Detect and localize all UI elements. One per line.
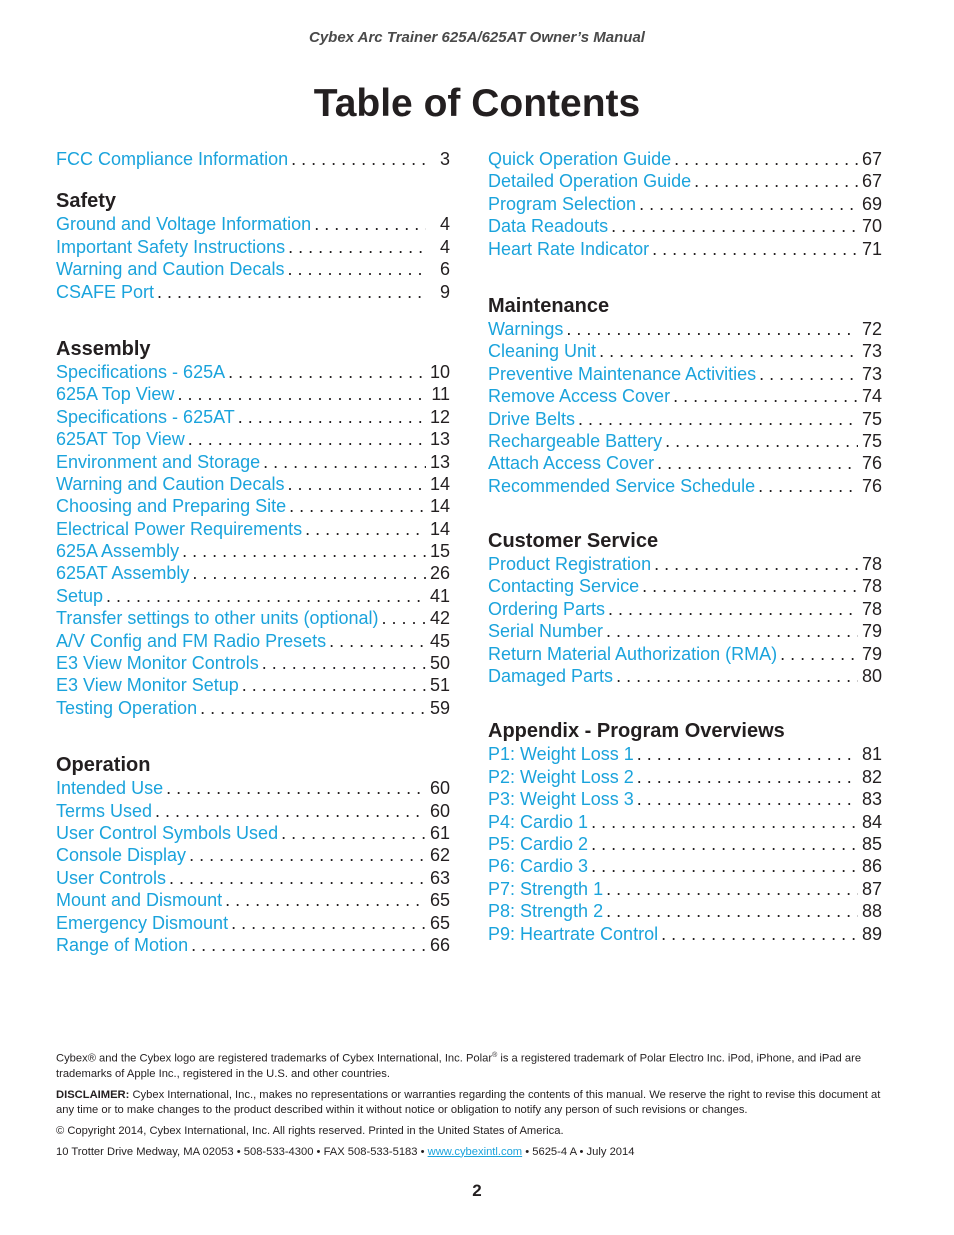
toc-entry-page: 15 (429, 541, 450, 562)
section-title-maintenance: Maintenance (488, 294, 610, 317)
toc-entry-page: 10 (429, 361, 450, 382)
toc-entry[interactable] (56, 630, 450, 652)
toc-entry[interactable] (488, 408, 882, 430)
toc-entry-page: 67 (861, 171, 882, 192)
dot-leader (616, 665, 858, 687)
toc-entry-page: 88 (861, 901, 882, 922)
toc-entry[interactable] (56, 473, 450, 495)
disclaimer (56, 1088, 892, 1118)
toc-entry-label[interactable]: Warning and Caution Decals (56, 473, 285, 494)
toc-entry-page: 6 (439, 259, 450, 280)
toc-entry-page: 45 (429, 630, 450, 651)
toc-entry[interactable] (56, 540, 450, 562)
toc-entry[interactable] (56, 451, 450, 473)
toc-entry-label[interactable]: P7: Strength 1 (488, 878, 604, 899)
section-title-safety: Safety (56, 190, 117, 213)
toc-entry-label[interactable]: Testing Operation (56, 697, 198, 718)
dot-leader (606, 620, 858, 642)
toc-entry-page: 81 (861, 744, 882, 765)
toc-entry-label[interactable]: 625A Assembly (56, 541, 180, 562)
toc-entry[interactable] (56, 777, 450, 799)
dot-leader (169, 867, 426, 889)
toc-entry-label[interactable]: Terms Used (56, 800, 153, 821)
toc-left-column (56, 148, 450, 956)
toc-entry-label[interactable]: Console Display (56, 845, 187, 866)
toc-entry-label[interactable]: Specifications - 625AT (56, 406, 235, 427)
toc-entry[interactable] (488, 340, 882, 362)
toc-entry[interactable] (488, 238, 882, 260)
dot-leader (291, 148, 426, 170)
toc-entry[interactable] (488, 811, 882, 833)
dot-leader (177, 383, 426, 405)
doc-info: • 5625-4 A • July 2014 (522, 1145, 635, 1158)
toc-entry-page: 62 (429, 845, 450, 866)
dot-leader (606, 878, 858, 900)
toc-entry-label[interactable]: Warning and Caution Decals (56, 259, 285, 280)
toc-entry-label[interactable]: P3: Weight Loss 3 (488, 789, 634, 810)
toc-entry-label[interactable]: E3 View Monitor Controls (56, 653, 259, 674)
toc-entry-label[interactable]: Attach Access Cover (488, 453, 655, 474)
toc-entry-label[interactable]: Transfer settings to other units (optional) (56, 608, 379, 629)
toc-entry-label[interactable]: Data Readouts (488, 216, 609, 237)
toc-entry-label[interactable]: P8: Strength 2 (488, 901, 604, 922)
toc-entry-page: 70 (861, 216, 882, 237)
toc-entry-page: 84 (861, 811, 882, 832)
toc-entry[interactable] (488, 452, 882, 474)
toc-entry-label[interactable]: Setup (56, 585, 104, 606)
toc-entry-page: 60 (429, 778, 450, 799)
toc-entry-page: 74 (861, 386, 882, 407)
section-title-assembly: Assembly (56, 337, 151, 360)
page-title: Table of Contents (313, 82, 641, 125)
toc-entry-label[interactable]: Remove Access Cover (488, 386, 671, 407)
toc-entry-page: 41 (429, 585, 450, 606)
section-assembly-list (56, 361, 450, 719)
toc-entry-label[interactable]: Serial Number (488, 621, 604, 642)
section-title-appendix: Appendix - Program Overviews (488, 720, 785, 743)
toc-entry[interactable] (56, 934, 450, 956)
section-appendix-list (488, 743, 882, 945)
toc-entry[interactable] (488, 788, 882, 810)
toc-entry-page: 75 (861, 430, 882, 451)
toc-entry-page: 63 (429, 867, 450, 888)
section-operation-list (56, 777, 450, 956)
toc-entry[interactable] (56, 912, 450, 934)
toc-entry-label[interactable]: E3 View Monitor Setup (56, 675, 239, 696)
toc-entry[interactable] (488, 620, 882, 642)
trademark-text-cont: is a registered trademark of Polar Electro Inc. iPod, iPhone, and iPad are trademarks of Apple Inc., registered in the U.S. and other countries. (56, 1052, 862, 1080)
toc-entry[interactable] (488, 430, 882, 452)
dot-leader (157, 281, 426, 303)
toc-entry-page: 72 (861, 318, 882, 339)
contact-line (56, 1145, 892, 1160)
dot-leader (281, 822, 426, 844)
dot-leader (288, 236, 426, 258)
toc-entry[interactable] (488, 385, 882, 407)
toc-entry[interactable] (488, 475, 882, 497)
toc-entry[interactable] (56, 236, 450, 258)
toc-entry[interactable] (488, 193, 882, 215)
toc-entry-page: 75 (861, 408, 882, 429)
registered-mark: ® (492, 1052, 498, 1059)
toc-entry[interactable] (488, 148, 882, 170)
toc-entry[interactable] (488, 363, 882, 385)
dot-leader (591, 811, 858, 833)
dot-leader (155, 800, 426, 822)
toc-entry-label[interactable]: Ground and Voltage Information (56, 214, 312, 235)
toc-entry-page: 87 (861, 878, 882, 899)
toc-entry-label[interactable]: P2: Weight Loss 2 (488, 766, 634, 787)
toc-right-column (488, 148, 882, 945)
dot-leader (608, 598, 858, 620)
toc-entry-label[interactable]: Emergency Dismount (56, 912, 229, 933)
dot-leader (166, 777, 426, 799)
dot-leader (287, 473, 426, 495)
toc-entry[interactable] (56, 674, 450, 696)
page-number: 2 (472, 1181, 482, 1200)
toc-entry-page: 26 (429, 563, 450, 584)
dot-leader (673, 385, 858, 407)
dot-leader (637, 788, 858, 810)
toc-entry-label[interactable]: Drive Belts (488, 408, 576, 429)
toc-entry-page: 80 (861, 666, 882, 687)
dot-leader (578, 408, 858, 430)
toc-entry-label[interactable]: Contacting Service (488, 576, 640, 597)
toc-entry[interactable] (56, 844, 450, 866)
dot-leader (591, 855, 858, 877)
toc-entry-label[interactable]: P1: Weight Loss 1 (488, 744, 634, 765)
dot-leader (225, 889, 426, 911)
toc-entry[interactable] (56, 889, 450, 911)
toc-entry-label[interactable]: User Controls (56, 867, 167, 888)
dot-leader (599, 340, 858, 362)
toc-entry-page: 86 (861, 856, 882, 877)
copyright-notice: © Copyright 2014, Cybex International, Inc. All rights reserved. Printed in the United States of America. (56, 1124, 564, 1137)
address-text: 10 Trotter Drive Medway, MA 02053 • 508-533-4300 • FAX 508-533-5183 • (56, 1145, 428, 1158)
section-safety-list (56, 213, 450, 303)
toc-entry-label[interactable]: Damaged Parts (488, 666, 614, 687)
dot-leader (606, 900, 858, 922)
toc-entry-page: 59 (429, 697, 450, 718)
toc-entry[interactable] (56, 383, 450, 405)
toc-entry-page: 71 (861, 238, 882, 259)
toc-entry-page: 14 (429, 518, 450, 539)
dot-leader (637, 766, 858, 788)
toc-entry-page: 51 (429, 675, 450, 696)
toc-entry[interactable] (488, 170, 882, 192)
toc-entry-page: 67 (861, 149, 882, 169)
toc-entry-page: 82 (861, 766, 882, 787)
toc-entry[interactable] (488, 665, 882, 687)
toc-entry[interactable] (488, 766, 882, 788)
dot-leader (674, 148, 858, 170)
dot-leader (263, 451, 426, 473)
toc-entry[interactable] (488, 215, 882, 237)
dot-leader (228, 361, 426, 383)
dot-leader (694, 170, 858, 192)
dot-leader (758, 475, 858, 497)
toc-entry-label[interactable]: Environment and Storage (56, 451, 261, 472)
dot-leader (591, 833, 858, 855)
toc-entry-label[interactable]: 625A Top View (56, 384, 175, 405)
toc-entry-label[interactable]: Electrical Power Requirements (56, 518, 303, 539)
toc-entry-label[interactable]: Product Registration (488, 554, 652, 575)
dot-leader (665, 430, 858, 452)
toc-entry-page: 78 (861, 576, 882, 597)
dot-leader (287, 258, 426, 280)
toc-entry-label[interactable]: Cleaning Unit (488, 341, 597, 362)
dot-leader (191, 934, 426, 956)
dot-leader (182, 540, 426, 562)
dot-leader (231, 912, 426, 934)
dot-leader (611, 215, 858, 237)
dot-leader (759, 363, 858, 385)
toc-entry-label[interactable]: 625AT Top View (56, 429, 185, 450)
toc-entry-page: 9 (439, 281, 450, 302)
dot-leader (188, 428, 426, 450)
toc-entry-label[interactable]: Rechargeable Battery (488, 430, 663, 451)
section-customer-service-list (488, 553, 882, 687)
toc-entry-page: 78 (861, 598, 882, 619)
dot-leader (639, 193, 858, 215)
toc-entry-label[interactable]: Detailed Operation Guide (488, 171, 692, 192)
toc-entry-page: 66 (429, 934, 450, 955)
toc-entry-page: 79 (861, 621, 882, 642)
toc-entry-page: 78 (861, 554, 882, 575)
toc-entry[interactable] (488, 553, 882, 575)
section-title-customer-service: Customer Service (488, 530, 659, 553)
website-link[interactable]: www.cybexintl.com (427, 1145, 523, 1158)
dot-leader (289, 495, 426, 517)
dot-leader (238, 406, 426, 428)
toc-entry-label[interactable]: Quick Operation Guide (488, 149, 672, 169)
trademark-text: Cybex® and the Cybex logo are registered trademarks of Cybex International, Inc. Polar (56, 1052, 493, 1065)
toc-entry[interactable] (488, 855, 882, 877)
dot-leader (654, 553, 858, 575)
toc-entry[interactable] (56, 800, 450, 822)
toc-entry[interactable] (56, 428, 450, 450)
toc-entry-label[interactable]: Mount and Dismount (56, 890, 223, 911)
toc-entry[interactable] (56, 518, 450, 540)
dot-leader (106, 585, 426, 607)
toc-entry[interactable] (56, 562, 450, 584)
section-title-operation: Operation (56, 754, 151, 777)
toc-entry-page: 14 (429, 473, 450, 494)
toc-entry-page: 42 (429, 608, 450, 629)
toc-entry-page: 79 (861, 643, 882, 664)
toc-entry[interactable] (56, 585, 450, 607)
toc-entry[interactable] (488, 923, 882, 945)
dot-leader (642, 575, 858, 597)
dot-leader (242, 674, 426, 696)
toc-entry-page: 69 (861, 193, 882, 214)
toc-entry-page: 65 (429, 912, 450, 933)
trademark-notice (56, 1048, 892, 1082)
toc-entry-page: 13 (429, 451, 450, 472)
toc-entry-page: 60 (429, 800, 450, 821)
toc-entry-page: 76 (861, 475, 882, 496)
dot-leader (566, 318, 858, 340)
toc-entry-page: 76 (861, 453, 882, 474)
dot-leader (661, 923, 858, 945)
toc-entry[interactable] (56, 652, 450, 674)
toc-entry-label[interactable]: P6: Cardio 3 (488, 856, 589, 877)
toc-entry[interactable] (488, 900, 882, 922)
toc-entry-label[interactable]: FCC Compliance Information (56, 149, 289, 169)
toc-entry-fcc[interactable] (56, 148, 450, 170)
toc-entry[interactable] (488, 833, 882, 855)
toc-entry-label[interactable]: P4: Cardio 1 (488, 811, 589, 832)
toc-entry-page: 4 (439, 214, 450, 235)
toc-entry-page: 83 (861, 789, 882, 810)
toc-entry-label[interactable]: Range of Motion (56, 934, 189, 955)
toc-entry-page: 11 (431, 384, 450, 405)
toc-entry-label[interactable]: P9: Heartrate Control (488, 923, 659, 944)
manual-header: Cybex Arc Trainer 625A/625AT Owner’s Manual (309, 29, 645, 46)
toc-entry-page: 61 (429, 822, 450, 843)
dot-leader (192, 562, 426, 584)
toc-entry[interactable] (56, 281, 450, 303)
toc-entry-page: 65 (429, 890, 450, 911)
section-operation-continued-list (488, 148, 882, 260)
toc-entry[interactable] (488, 743, 882, 765)
toc-entry-page: 89 (861, 923, 882, 944)
dot-leader (657, 452, 858, 474)
toc-entry-label[interactable]: Specifications - 625A (56, 361, 226, 382)
toc-entry-page: 50 (429, 653, 450, 674)
toc-entry[interactable] (488, 575, 882, 597)
toc-entry-label[interactable]: Choosing and Preparing Site (56, 496, 287, 517)
toc-entry[interactable] (56, 361, 450, 383)
toc-entry[interactable] (56, 213, 450, 235)
toc-entry-label[interactable]: Preventive Maintenance Activities (488, 363, 757, 384)
dot-leader (329, 630, 426, 652)
toc-entry-label[interactable]: 625AT Assembly (56, 563, 190, 584)
disclaimer-text: Cybex International, Inc., makes no representations or warranties regarding the contents of this manual. We reserve the right to revise this document at any time or to make changes to the product described within it without notice or obligation to notify any person of such revisions or changes. (56, 1088, 881, 1116)
toc-entry[interactable] (488, 878, 882, 900)
toc-entry-page: 13 (429, 429, 450, 450)
toc-entry[interactable] (56, 697, 450, 719)
toc-entry-label[interactable]: Intended Use (56, 778, 164, 799)
section-maintenance-list (488, 318, 882, 497)
toc-entry[interactable] (56, 867, 450, 889)
toc-entry-page: 3 (439, 149, 450, 169)
toc-entry[interactable] (56, 258, 450, 280)
toc-entry-page: 14 (429, 496, 450, 517)
toc-entry-label[interactable]: User Control Symbols Used (56, 822, 279, 843)
toc-entry-label[interactable]: CSAFE Port (56, 281, 155, 302)
dot-leader (637, 743, 858, 765)
toc-entry-page: 85 (861, 833, 882, 854)
dot-leader (262, 652, 426, 674)
toc-entry-label[interactable]: Return Material Authorization (RMA) (488, 643, 778, 664)
dot-leader (780, 643, 858, 665)
toc-entry-page: 12 (429, 406, 450, 427)
toc-entry-label[interactable]: Ordering Parts (488, 598, 606, 619)
toc-entry[interactable] (56, 822, 450, 844)
dot-leader (305, 518, 426, 540)
dot-leader (189, 844, 426, 866)
dot-leader (652, 238, 858, 260)
toc-entry[interactable] (488, 643, 882, 665)
toc-entry-label[interactable]: Heart Rate Indicator (488, 238, 650, 259)
dot-leader (314, 213, 426, 235)
toc-entry-page: 4 (439, 236, 450, 257)
toc-entry-label[interactable]: Program Selection (488, 193, 637, 214)
toc-entry-page: 73 (861, 341, 882, 362)
toc-entry-label[interactable]: A/V Config and FM Radio Presets (56, 630, 327, 651)
dot-leader (200, 697, 426, 719)
toc-entry-label[interactable]: Recommended Service Schedule (488, 475, 756, 496)
toc-entry-label[interactable]: P5: Cardio 2 (488, 833, 589, 854)
toc-entry-label[interactable]: Warnings (488, 318, 564, 339)
disclaimer-label: DISCLAIMER: (56, 1088, 130, 1101)
toc-entry[interactable] (56, 495, 450, 517)
toc-entry-page: 73 (861, 363, 882, 384)
legal-footer (56, 1048, 892, 1166)
toc-entry-label[interactable]: Important Safety Instructions (56, 236, 286, 257)
dot-leader (382, 607, 426, 629)
toc-entry[interactable] (56, 406, 450, 428)
toc-entry[interactable] (56, 607, 450, 629)
toc-entry[interactable] (488, 598, 882, 620)
toc-entry[interactable] (488, 318, 882, 340)
